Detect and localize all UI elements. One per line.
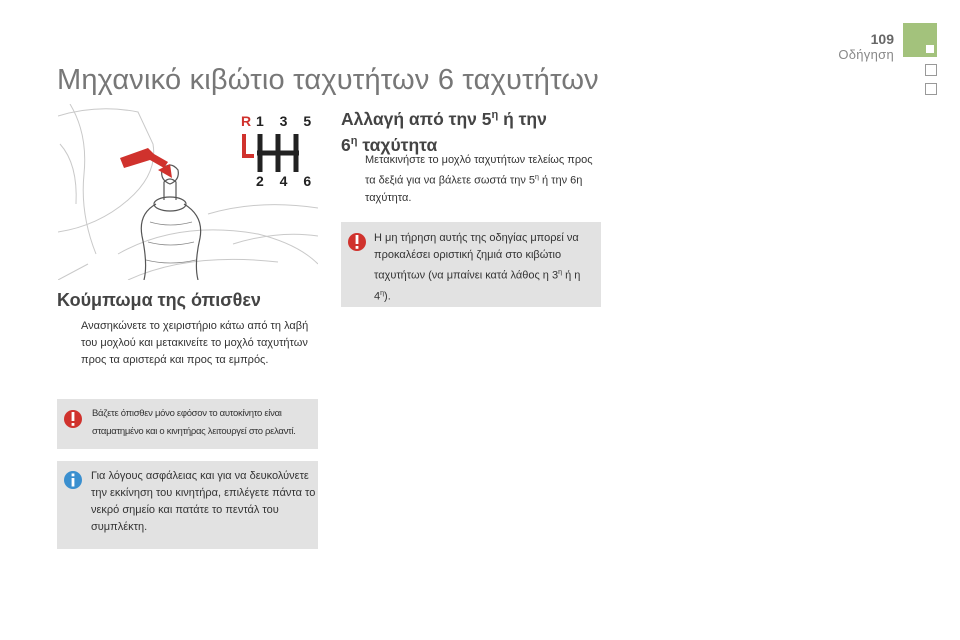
shift-instruction-text: Μετακινήστε το μοχλό ταχυτήτων τελείως προς τα δεξιά για να βάλετε σωστά την $5^\eta$ ή την 6η ταχύτητα.: [365, 154, 593, 204]
warning-note-reverse: [57, 399, 318, 449]
tab-indicator-dot: [926, 45, 934, 53]
page-title: Μηχανικό κιβώτιο ταχυτήτων 6 ταχυτήτων: [57, 64, 599, 96]
section-tab-2[interactable]: [925, 64, 937, 76]
warning-icon: [63, 407, 83, 431]
info-note-text: Για λόγους ασφάλειας και για να δευκολύνετε την εκκίνηση του κινητήρα, επιλέγετε πάντα το νεκρό σημείο και πατάτε το πεντάλ του συμπλέκτη.: [91, 470, 316, 533]
warning-note-gearbox-text: Η μη τήρηση αυτής της οδηγίας μπορεί να προκαλέσει οριστική ζημιά στο κιβώτιο ταχυτήτων (να μπαίνει κατά λάθος η $3^\eta$ ή η $4^\eta$).: [374, 232, 581, 303]
warning-note-text: Βάζετε όπισθεν μόνο εφόσον το αυτοκίνητο είναι σταματημένο και ο κινητήρας λειτουργεί στο ρελαντί.: [92, 408, 296, 437]
reverse-heading: Κούμπωμα της όπισθεν: [57, 290, 261, 310]
reverse-instruction: [57, 318, 319, 369]
warning-note-gearbox: [341, 222, 601, 307]
section-name: Οδήγηση: [838, 47, 894, 62]
gear-numbers-bottom: 2 4 6: [256, 173, 318, 189]
warning-icon: [347, 230, 367, 254]
section-tab-active[interactable]: [903, 23, 937, 57]
shift-5-6-heading: Αλλαγή από την $5^\eta$ ή την $6^\eta$ ταχύτητα: [341, 108, 547, 155]
section-tab-3[interactable]: [925, 83, 937, 95]
reverse-gear-label: R: [241, 113, 252, 129]
gear-pattern-icon: [257, 134, 299, 172]
gear-shift-illustration: [58, 104, 318, 280]
gear-lever-drawing: [58, 104, 318, 280]
info-icon: [63, 470, 83, 490]
reverse-instruction-text: Ανασηκώνετε το χειριστήριο κάτω από τη λαβή του μοχλού και μετακινείτε το μοχλό ταχυτήτων προς τα αριστερά και προς τα εμπρός.: [81, 320, 309, 366]
info-note: [57, 461, 318, 549]
page-number: 109: [870, 31, 894, 47]
gear-numbers-top: 1 3 5: [256, 113, 318, 129]
shift-instruction: [341, 152, 603, 207]
